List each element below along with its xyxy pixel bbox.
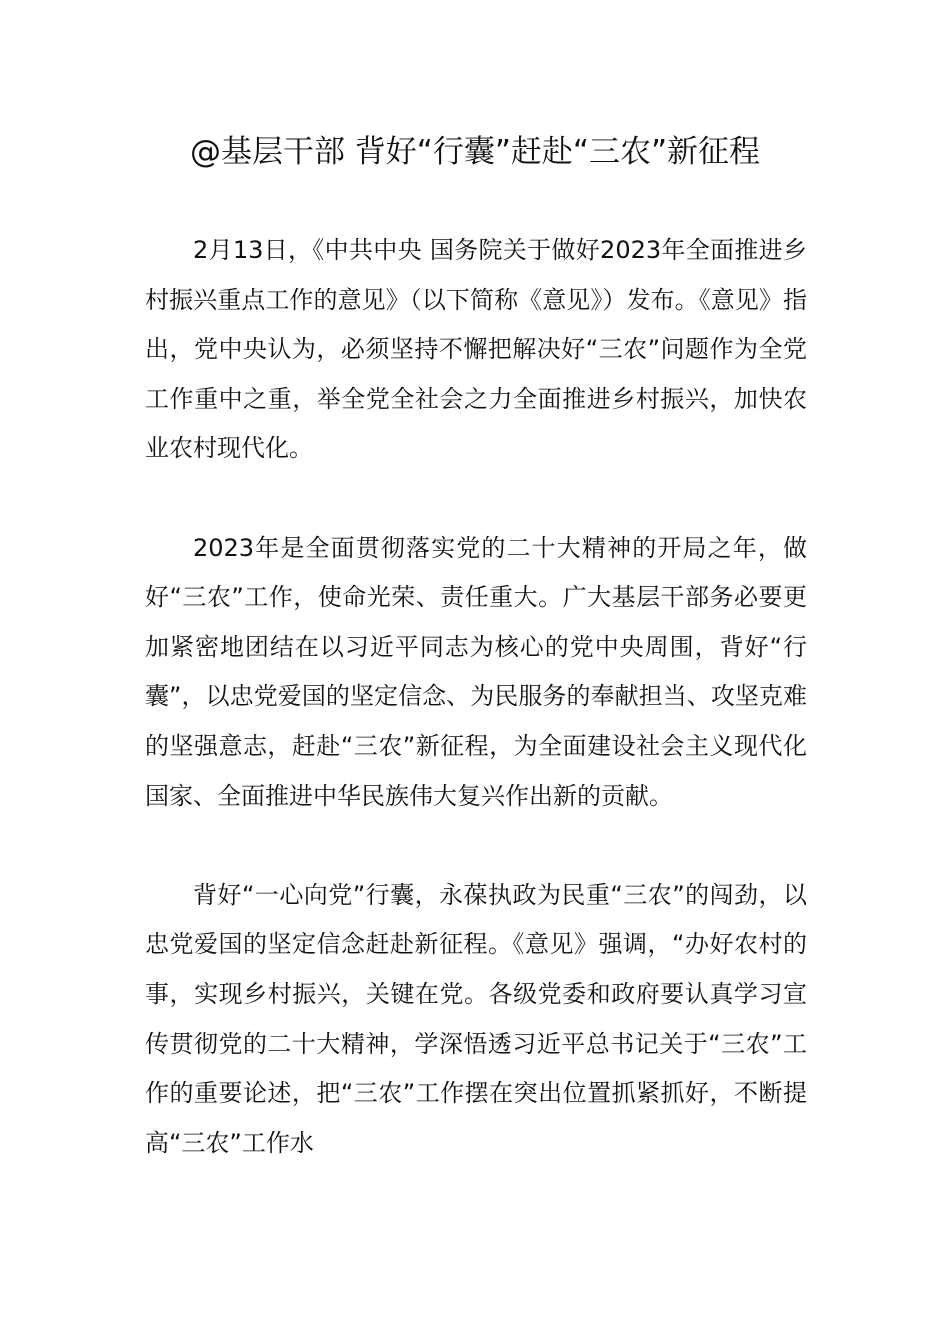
paragraph-2: 2023年是全面贯彻落实党的二十大精神的开局之年，做好“三农”工作，使命光荣、责任重大。广大基层干部务必要更加紧密地团结在以习近平同志为核心的党中央周围，背好“行囊”，以忠党爱国的坚定信念、为民服务的奉献担当、攻坚克难的坚强意志，赶赴“三农”新征程，为全面建设社会主义现代化国家、全面推进中华民族伟大复兴作出新的贡献。 <box>145 533 807 810</box>
paragraph-3: 背好“一心向党”行囊，永葆执政为民重“三农”的闯劲，以忠党爱国的坚定信念赶赴新征程。《意见》强调，“办好农村的事，实现乡村振兴，关键在党。各级党委和政府要认真学习宣传贯彻党的二十大精神，学深悟透习近平总书记关于“三农”工作的重要论述，把“三农”工作摆在突出位置抓紧抓好，不断提高“三农”工作水 <box>145 880 807 1157</box>
paragraph-spacer <box>145 821 807 871</box>
document-title: @基层干部 背好“行囊”赶赴“三农”新征程 <box>189 134 761 170</box>
paragraph-spacer <box>145 474 807 524</box>
paragraph-1: 2月13日，《中共中央 国务院关于做好2023年全面推进乡村振兴重点工作的意见》（以下简称《意见》）发布。《意见》指出，党中央认为，必须坚持不懈把解决好“三农”问题作为全党工作重中之重，举全党全社会之力全面推进乡村振兴，加快农业农村现代化。 <box>145 236 807 463</box>
document-body <box>145 226 807 1168</box>
